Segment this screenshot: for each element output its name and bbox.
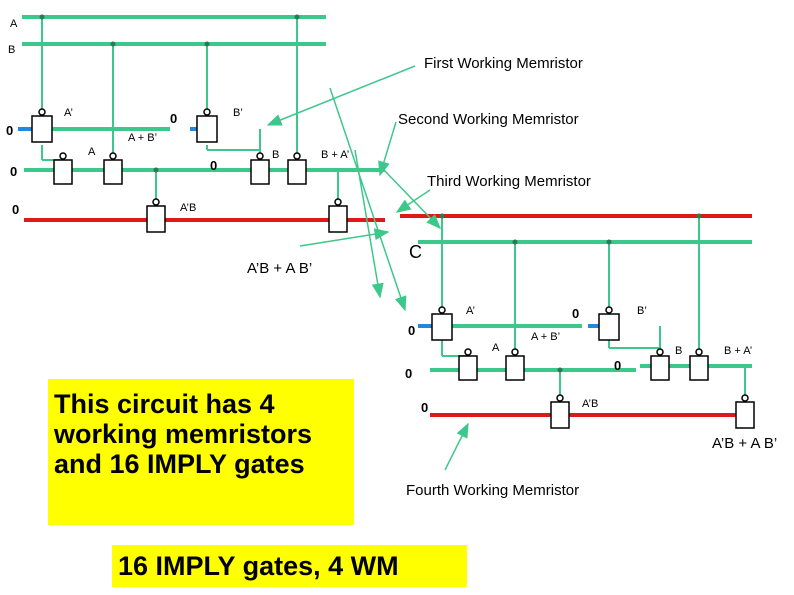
label-top-b-plus-anot: B + A’ [321, 149, 350, 161]
zero-bottom-4: 0 [614, 358, 622, 373]
memristor-a [54, 153, 72, 184]
arrow-output-left [300, 232, 388, 246]
memristor-b-plus-anot [288, 153, 306, 184]
label-bottom-anot-b: A’B [582, 398, 599, 410]
memristor-xor-top [329, 199, 347, 232]
label-bottom-b-not: B’ [637, 305, 647, 317]
memristor-a-not [32, 109, 52, 142]
label-third-wm: Third Working Memristor [427, 173, 591, 190]
memristor-b-not [197, 109, 217, 142]
label-bottom-a-not: A’ [466, 305, 475, 317]
label-bottom-b-plus-anot: B + A’ [724, 345, 753, 357]
label-output-right: A’B + A B’ [712, 435, 778, 452]
zero-bottom-3: 0 [405, 366, 413, 381]
label-bottom-a-plus-bnot: A + B’ [531, 331, 561, 343]
label-input-c: C [409, 242, 422, 262]
memristor-bottom-b-plus-anot [690, 349, 708, 380]
memristor-bottom-b [651, 349, 669, 380]
label-top-b: B [272, 149, 280, 161]
note-gate-count: 16 IMPLY gates, 4 WM [112, 545, 467, 587]
zero-bottom-1: 0 [408, 323, 416, 338]
memristor-a-plus-bnot [104, 153, 122, 184]
memristor-bottom-xor [736, 395, 754, 428]
label-input-b: B [8, 44, 16, 56]
memristor-b [251, 153, 269, 184]
label-fourth-wm: Fourth Working Memristor [406, 482, 580, 499]
memristor-bottom-a [459, 349, 477, 380]
memristor-bottom-b-not [599, 307, 619, 340]
arrow-first-wm-b [330, 88, 405, 310]
label-bottom-a: A [492, 342, 500, 354]
label-first-wm: First Working Memristor [424, 55, 583, 72]
arrow-fourth-wm [445, 424, 468, 470]
label-bottom-b: B [675, 345, 683, 357]
label-top-a-not: A’ [64, 107, 73, 119]
memristor-bottom-a-not [432, 307, 452, 340]
arrow-first-wm [268, 66, 415, 125]
zero-top-2: 0 [170, 111, 178, 126]
label-second-wm: Second Working Memristor [398, 111, 579, 128]
zero-top-1: 0 [6, 123, 14, 138]
label-input-a: A [10, 18, 18, 30]
zero-top-3: 0 [10, 164, 18, 179]
label-top-a-plus-bnot: A + B’ [128, 132, 158, 144]
zero-top-4: 0 [210, 158, 218, 173]
memristor-anot-b [147, 199, 165, 232]
arrow-second-wm [380, 122, 396, 175]
label-top-a: A [88, 146, 96, 158]
zero-bottom-2: 0 [572, 306, 580, 321]
label-output-left: A’B + A B’ [247, 260, 313, 277]
label-top-b-not: B’ [233, 107, 243, 119]
memristor-bottom-anot-b [551, 395, 569, 428]
zero-bottom-5: 0 [421, 400, 429, 415]
memristor-bottom-a-plus-bnot [506, 349, 524, 380]
note-circuit-summary: This circuit has 4 working memristors and 16 IMPLY gates [48, 379, 354, 525]
label-top-anot-b: A’B [180, 202, 197, 214]
arrow-third-wm-b [397, 190, 430, 212]
zero-top-5: 0 [12, 202, 20, 217]
